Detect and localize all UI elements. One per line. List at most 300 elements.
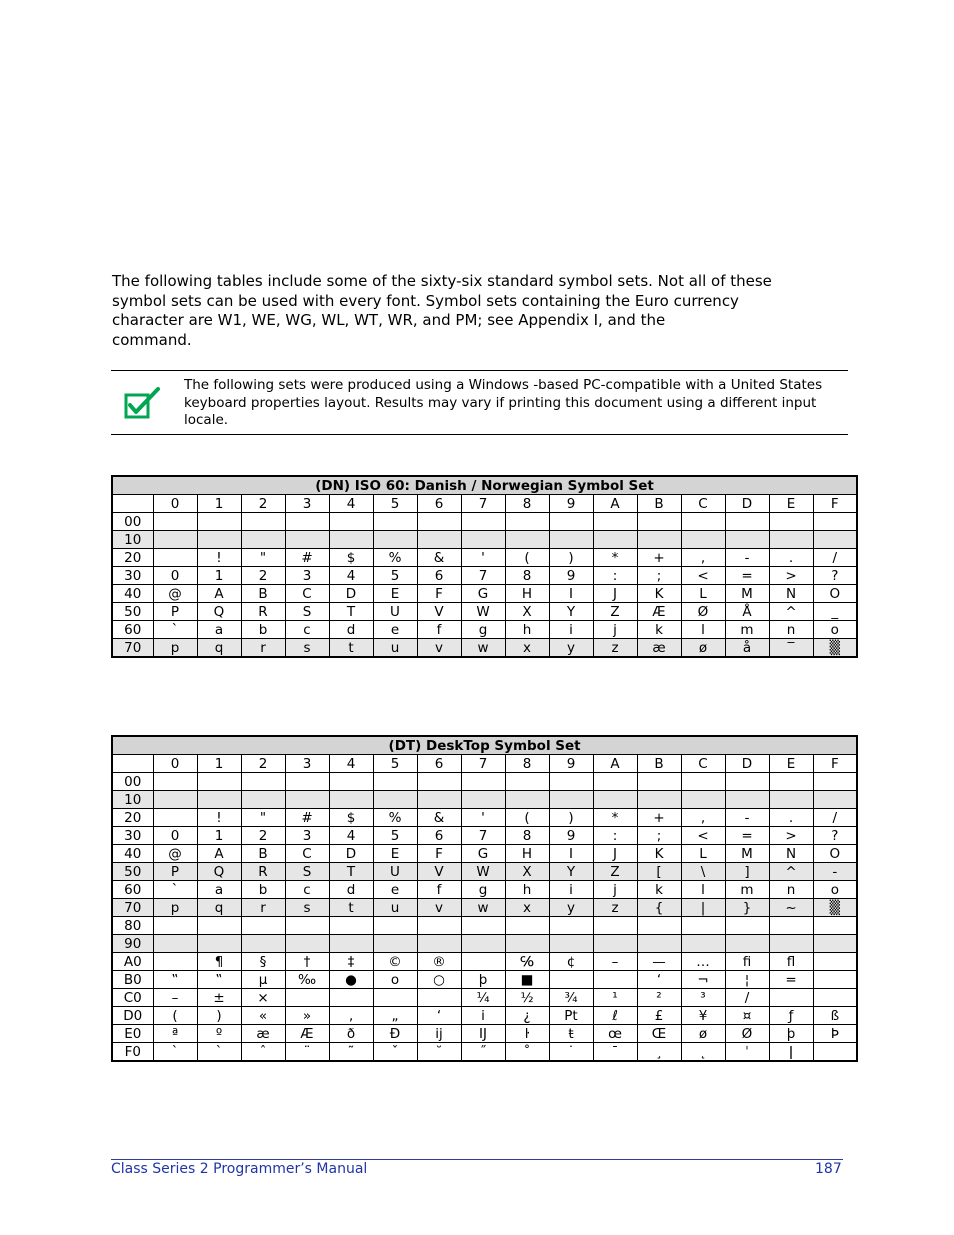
symbol-cell: @: [153, 585, 197, 603]
symbol-cell: 9: [549, 567, 593, 585]
symbol-cell: /: [813, 549, 857, 567]
symbol-cell: \: [681, 863, 725, 881]
symbol-cell: [329, 531, 373, 549]
symbol-cell: [461, 953, 505, 971]
symbol-cell: —: [637, 953, 681, 971]
symbol-cell: [813, 971, 857, 989]
symbol-cell: ¢: [549, 953, 593, 971]
symbol-cell: [725, 917, 769, 935]
symbol-cell: [153, 791, 197, 809]
symbol-cell: [461, 935, 505, 953]
symbol-cell: [505, 773, 549, 791]
symbol-cell: o: [813, 621, 857, 639]
column-header: 7: [461, 495, 505, 513]
symbol-cell: [241, 531, 285, 549]
symbol-cell: B: [241, 845, 285, 863]
row-label: E0: [112, 1025, 153, 1043]
table-row: [112, 1007, 857, 1025]
symbol-cell: -: [725, 549, 769, 567]
column-header: 2: [241, 495, 285, 513]
table-row: [112, 549, 857, 567]
symbol-cell: *: [593, 549, 637, 567]
symbol-cell: 3: [285, 827, 329, 845]
symbol-cell: l: [681, 881, 725, 899]
symbol-cell: [681, 791, 725, 809]
symbol-cell: ¾: [549, 989, 593, 1007]
column-header: D: [725, 495, 769, 513]
symbol-cell: S: [285, 603, 329, 621]
symbol-cell: t: [329, 899, 373, 917]
symbol-cell: [153, 549, 197, 567]
symbol-cell: q: [197, 899, 241, 917]
symbol-cell: .: [769, 549, 813, 567]
symbol-cell: [417, 935, 461, 953]
symbol-cell: [: [637, 863, 681, 881]
symbol-cell: [373, 935, 417, 953]
row-label: 10: [112, 791, 153, 809]
symbol-cell: [681, 513, 725, 531]
column-header: 9: [549, 755, 593, 773]
intro-paragraph: [112, 272, 832, 350]
symbol-cell: ¤: [725, 1007, 769, 1025]
symbol-cell: 8: [505, 567, 549, 585]
row-label: F0: [112, 1043, 153, 1062]
symbol-cell: [329, 773, 373, 791]
symbol-cell: [681, 935, 725, 953]
symbol-cell: 6: [417, 567, 461, 585]
symbol-cell: _: [813, 603, 857, 621]
table-title: (DT) DeskTop Symbol Set: [112, 736, 857, 755]
symbol-cell: v: [417, 899, 461, 917]
symbol-cell: %: [373, 549, 417, 567]
symbol-cell: [637, 773, 681, 791]
symbol-cell: x: [505, 899, 549, 917]
symbol-cell: º: [197, 1025, 241, 1043]
symbol-cell: `: [153, 1043, 197, 1062]
symbol-cell: u: [373, 639, 417, 658]
symbol-cell: †: [285, 953, 329, 971]
symbol-cell: >: [769, 567, 813, 585]
symbol-cell: ': [461, 809, 505, 827]
symbol-cell: ³: [681, 989, 725, 1007]
symbol-cell: e: [373, 881, 417, 899]
symbol-cell: [637, 513, 681, 531]
row-label: 40: [112, 585, 153, 603]
symbol-cell: 3: [285, 567, 329, 585]
symbol-cell: ¬: [681, 971, 725, 989]
intro-line: symbol sets can be used with every font. Symbol sets containing the Euro currency: [112, 291, 739, 310]
symbol-cell: /: [813, 809, 857, 827]
symbol-cell: ‚: [329, 1007, 373, 1025]
symbol-cell: X: [505, 603, 549, 621]
footer-manual-title: Class Series 2 Programmer’s Manual: [111, 1161, 368, 1177]
column-header: C: [681, 495, 725, 513]
symbol-cell: ○: [417, 971, 461, 989]
table-title: (DN) ISO 60: Danish / Norwegian Symbol Set: [112, 476, 857, 495]
symbol-cell: [285, 935, 329, 953]
symbol-cell: *: [593, 809, 637, 827]
column-header: 6: [417, 495, 461, 513]
symbol-cell: ×: [241, 989, 285, 1007]
symbol-cell: [637, 791, 681, 809]
row-label: 00: [112, 773, 153, 791]
row-label: 30: [112, 827, 153, 845]
symbol-cell: %: [373, 809, 417, 827]
table-row: [112, 917, 857, 935]
symbol-cell: +: [637, 809, 681, 827]
symbol-cell: n: [769, 881, 813, 899]
row-label: 80: [112, 917, 153, 935]
row-label: C0: [112, 989, 153, 1007]
column-header: 9: [549, 495, 593, 513]
symbol-cell: ': [461, 549, 505, 567]
table-row: [112, 863, 857, 881]
symbol-cell: w: [461, 639, 505, 658]
symbol-cell: Ĳ: [461, 1025, 505, 1043]
symbol-cell: o: [373, 971, 417, 989]
symbol-cell: ĳ: [417, 1025, 461, 1043]
table-row: [112, 989, 857, 1007]
symbol-cell: [417, 531, 461, 549]
symbol-cell: [373, 917, 417, 935]
symbol-cell: [549, 773, 593, 791]
symbol-cell: ●: [329, 971, 373, 989]
row-label: D0: [112, 1007, 153, 1025]
symbol-cell: [769, 917, 813, 935]
symbol-cell: [813, 513, 857, 531]
symbol-cell: (: [505, 809, 549, 827]
symbol-cell: 7: [461, 567, 505, 585]
symbol-cell: [505, 513, 549, 531]
symbol-cell: !: [197, 809, 241, 827]
intro-line: character are W1, WE, WG, WL, WT, WR, and PM; see Appendix I, and the: [112, 311, 666, 329]
column-header: 3: [285, 755, 329, 773]
symbol-cell: k: [637, 621, 681, 639]
symbol-cell: Æ: [637, 603, 681, 621]
column-header: 5: [373, 495, 417, 513]
symbol-cell: 4: [329, 827, 373, 845]
symbol-cell: ): [549, 549, 593, 567]
symbol-cell: [593, 513, 637, 531]
intro-line: command.: [112, 330, 192, 349]
column-header: 0: [153, 755, 197, 773]
row-label: 90: [112, 935, 153, 953]
symbol-cell: ¥: [681, 1007, 725, 1025]
symbol-cell: [813, 917, 857, 935]
symbol-cell: [241, 917, 285, 935]
symbol-cell: [373, 531, 417, 549]
symbol-cell: 0: [153, 827, 197, 845]
symbol-cell: [241, 791, 285, 809]
symbol-cell: [285, 989, 329, 1007]
symbol-cell: ,: [681, 549, 725, 567]
symbol-cell: b: [241, 621, 285, 639]
symbol-cell: o: [813, 881, 857, 899]
symbol-cell: m: [725, 621, 769, 639]
symbol-cell: [417, 791, 461, 809]
symbol-cell: d: [329, 881, 373, 899]
table-row: [112, 567, 857, 585]
symbol-cell: ": [241, 549, 285, 567]
symbol-cell: [637, 531, 681, 549]
symbol-cell: [813, 935, 857, 953]
symbol-cell: Ø: [681, 603, 725, 621]
symbol-cell: O: [813, 585, 857, 603]
symbol-cell: }: [725, 899, 769, 917]
symbol-cell: ²: [637, 989, 681, 1007]
symbol-cell: [373, 773, 417, 791]
column-header: 8: [505, 495, 549, 513]
footer-divider: [111, 1159, 843, 1160]
symbol-cell: ▒: [813, 899, 857, 917]
symbol-cell: ¼: [461, 989, 505, 1007]
symbol-cell: ^: [769, 603, 813, 621]
symbol-cell: q: [197, 639, 241, 658]
symbol-cell: »: [285, 1007, 329, 1025]
symbol-cell: ƒ: [769, 1007, 813, 1025]
note-text: The following sets were produced using a Windows -based PC-compatible with a United States keyboard properties layout. Results may vary if printing this document using a different input locale.: [184, 377, 823, 428]
symbol-cell: f: [417, 621, 461, 639]
symbol-cell: U: [373, 603, 417, 621]
symbol-cell: [681, 917, 725, 935]
symbol-cell: ð: [329, 1025, 373, 1043]
table-row: [112, 1025, 857, 1043]
column-header: E: [769, 495, 813, 513]
symbol-cell: <: [681, 567, 725, 585]
symbol-cell: V: [417, 863, 461, 881]
table-row: [112, 531, 857, 549]
symbol-cell: Q: [197, 603, 241, 621]
row-label: 30: [112, 567, 153, 585]
symbol-cell: ■: [505, 971, 549, 989]
table-row: [112, 953, 857, 971]
symbol-cell: i: [461, 1007, 505, 1025]
symbol-cell: H: [505, 845, 549, 863]
symbol-cell: [593, 917, 637, 935]
symbol-cell: Y: [549, 863, 593, 881]
symbol-cell: μ: [241, 971, 285, 989]
symbol-cell: [373, 791, 417, 809]
symbol-cell: [461, 773, 505, 791]
column-header: 2: [241, 755, 285, 773]
symbol-cell: [725, 791, 769, 809]
table-row: [112, 899, 857, 917]
symbol-cell: Q: [197, 863, 241, 881]
symbol-cell: ¦: [725, 971, 769, 989]
symbol-cell: z: [593, 639, 637, 658]
symbol-cell: A: [197, 845, 241, 863]
symbol-cell: ): [549, 809, 593, 827]
symbol-cell: [153, 773, 197, 791]
symbol-cell: a: [197, 881, 241, 899]
symbol-cell: [241, 935, 285, 953]
column-header: 1: [197, 495, 241, 513]
symbol-cell: 8: [505, 827, 549, 845]
symbol-cell: F: [417, 585, 461, 603]
symbol-cell: |: [681, 899, 725, 917]
table-row: [112, 809, 857, 827]
symbol-cell: M: [725, 585, 769, 603]
symbol-cell: [461, 513, 505, 531]
symbol-cell: þ: [769, 1025, 813, 1043]
symbol-cell: K: [637, 585, 681, 603]
symbol-cell: f: [417, 881, 461, 899]
symbol-cell: 1: [197, 827, 241, 845]
symbol-cell: &: [417, 809, 461, 827]
symbol-cell: #: [285, 809, 329, 827]
symbol-cell: [417, 773, 461, 791]
symbol-cell: [505, 531, 549, 549]
column-header: B: [637, 495, 681, 513]
symbol-cell: <: [681, 827, 725, 845]
symbol-cell: r: [241, 639, 285, 658]
symbol-cell: .: [769, 809, 813, 827]
symbol-cell: 0: [153, 567, 197, 585]
symbol-cell: -: [813, 863, 857, 881]
symbol-cell: ¶: [197, 953, 241, 971]
symbol-cell: ): [197, 1007, 241, 1025]
symbol-cell: ½: [505, 989, 549, 1007]
symbol-cell: +: [637, 549, 681, 567]
column-header: 1: [197, 755, 241, 773]
symbol-cell: Đ: [373, 1025, 417, 1043]
symbol-cell: [197, 791, 241, 809]
symbol-cell: r: [241, 899, 285, 917]
symbol-cell: [153, 531, 197, 549]
symbol-cell: [549, 531, 593, 549]
symbol-cell: ,: [681, 809, 725, 827]
symbol-cell: [681, 773, 725, 791]
symbol-cell: T: [329, 863, 373, 881]
symbol-cell: [637, 917, 681, 935]
table-row: [112, 1043, 857, 1062]
symbol-cell: L: [681, 845, 725, 863]
symbol-cell: [813, 773, 857, 791]
symbol-cell: «: [241, 1007, 285, 1025]
row-label: 50: [112, 863, 153, 881]
symbol-cell: [285, 513, 329, 531]
column-header: 5: [373, 755, 417, 773]
symbol-cell: P: [153, 863, 197, 881]
intro-line: The following tables include some of the sixty-six standard symbol sets. Not all of these: [112, 272, 772, 290]
symbol-cell: ﬂ: [769, 953, 813, 971]
symbol-cell: ~: [769, 899, 813, 917]
symbol-cell: F: [417, 845, 461, 863]
symbol-cell: œ: [593, 1025, 637, 1043]
column-header: A: [593, 495, 637, 513]
symbol-cell: s: [285, 639, 329, 658]
symbol-cell: [549, 791, 593, 809]
column-header: C: [681, 755, 725, 773]
symbol-cell: ?: [813, 567, 857, 585]
symbol-cell: b: [241, 881, 285, 899]
symbol-cell: V: [417, 603, 461, 621]
symbol-cell: G: [461, 845, 505, 863]
symbol-cell: ‘: [417, 1007, 461, 1025]
symbol-cell: [769, 989, 813, 1007]
symbol-cell: [549, 971, 593, 989]
symbol-cell: #: [285, 549, 329, 567]
symbol-cell: (: [153, 1007, 197, 1025]
symbol-cell: [417, 989, 461, 1007]
symbol-cell: c: [285, 621, 329, 639]
table-row: [112, 585, 857, 603]
symbol-cell: =: [725, 567, 769, 585]
symbol-cell: g: [461, 881, 505, 899]
symbol-cell: ˛: [681, 1043, 725, 1062]
symbol-cell: $: [329, 549, 373, 567]
column-header: D: [725, 755, 769, 773]
symbol-cell: [417, 513, 461, 531]
symbol-cell: [153, 953, 197, 971]
symbol-cell: [153, 917, 197, 935]
symbol-cell: :: [593, 567, 637, 585]
symbol-cell: L: [681, 585, 725, 603]
symbol-cell: ‟: [153, 971, 197, 989]
symbol-cell: i: [549, 621, 593, 639]
symbol-cell: `: [153, 621, 197, 639]
symbol-cell: [153, 513, 197, 531]
table-row: [112, 827, 857, 845]
row-label: 70: [112, 639, 153, 658]
symbol-cell: [153, 935, 197, 953]
symbol-cell: Y: [549, 603, 593, 621]
symbol-cell: 2: [241, 827, 285, 845]
symbol-cell: æ: [637, 639, 681, 658]
symbol-cell: [197, 917, 241, 935]
symbol-cell: m: [725, 881, 769, 899]
corner-cell: [112, 755, 153, 773]
symbol-cell: Z: [593, 863, 637, 881]
symbol-cell: [725, 513, 769, 531]
symbol-cell: ª: [153, 1025, 197, 1043]
symbol-cell: 1: [197, 567, 241, 585]
symbol-cell: D: [329, 585, 373, 603]
row-label: 20: [112, 809, 153, 827]
symbol-cell: P: [153, 603, 197, 621]
symbol-cell: –: [153, 989, 197, 1007]
symbol-cell: ˜: [329, 1043, 373, 1062]
symbol-cell: 5: [373, 827, 417, 845]
symbol-cell: $: [329, 809, 373, 827]
symbol-cell: [549, 513, 593, 531]
symbol-cell: O: [813, 845, 857, 863]
symbol-cell: =: [769, 971, 813, 989]
symbol-cell: G: [461, 585, 505, 603]
symbol-cell: y: [549, 639, 593, 658]
symbol-cell: ‟: [197, 971, 241, 989]
symbol-cell: M: [725, 845, 769, 863]
symbol-cell: [373, 513, 417, 531]
symbol-cell: [329, 989, 373, 1007]
symbol-cell: [769, 791, 813, 809]
symbol-cell: ^: [769, 863, 813, 881]
symbol-cell: `: [197, 1043, 241, 1062]
symbol-cell: [813, 1043, 857, 1062]
symbol-cell: ‘: [637, 971, 681, 989]
danish-norwegian-symbol-table: [111, 475, 858, 658]
symbol-cell: [373, 989, 417, 1007]
column-header: 4: [329, 495, 373, 513]
symbol-cell: 4: [329, 567, 373, 585]
symbol-cell: Æ: [285, 1025, 329, 1043]
table-row: [112, 639, 857, 658]
symbol-cell: [329, 935, 373, 953]
symbol-cell: ˆ: [241, 1043, 285, 1062]
table-row: [112, 845, 857, 863]
symbol-cell: t: [329, 639, 373, 658]
symbol-cell: S: [285, 863, 329, 881]
